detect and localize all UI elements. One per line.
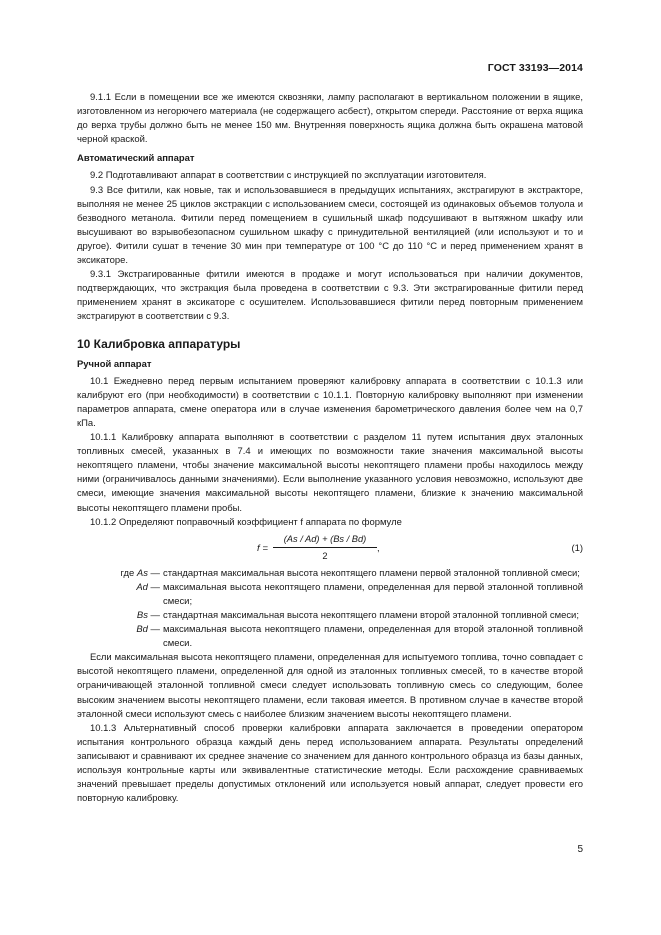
formula-denominator: 2 [322, 550, 328, 561]
definition-text: стандартная максимальная высота некоптящего пламени второй эталонной топливной смеси; [163, 610, 579, 621]
definition-dash: — [147, 624, 160, 636]
paragraph-9-2: 9.2 Подготавливают аппарат в соответствии с инструкцией по эксплуатации изготовителя. [90, 170, 487, 182]
definition-row [77, 567, 583, 581]
formula-number: (1) [571, 542, 583, 554]
section-heading-10: 10 Калибровка аппаратуры [77, 336, 241, 351]
formula-fraction [273, 532, 377, 563]
symbol-bd: Bd [136, 624, 148, 636]
definition-symbol [77, 567, 160, 581]
formula-comma: , [377, 542, 380, 554]
definition-symbol [77, 623, 160, 651]
definition-dash: — [147, 567, 160, 579]
definition-row [77, 609, 583, 623]
paragraph-10-1-1: 10.1.1 Калибровку аппарата выполняют в соответствии с разделом 11 путем испытания двух эталонных топливных смесей, указанных в 7.4 и имеющих по возможности такие значения максимальной высоты некоптящего пламени, чтобы значение максимальной высоты некоптящего пламени пробы находилось между ними (ограничивалось данными значениями). Если выполнение указанного условия невозможно, используют две смеси, имеющие значения максимальной высоты некоптящего пламени, близкие к значению максимальной высоты некоптящего пламени пробы. [77, 432, 583, 514]
paragraph-10-1-3: 10.1.3 Альтернативный способ проверки калибровки аппарата заключается в проведении оператором испытания контрольного образца каждый день перед использованием аппарата. Результаты определений записывают и сравнивают их среднее значение со значением для данного контрольного образца из базы данных, используя контрольные карты или эквивалентные статистические методы. Если расхождение сравниваемых значений превышает пределы допустимых отклонений или используется новый аппарат, следует провести его повторную калибровку. [77, 722, 583, 805]
paragraph-flame-height-note: Если максимальная высота некоптящего пламени, определенная для испытуемого топлива, точно совпадает с высотой некоптящего пламени, определенной для одной из эталонных топливных смесей, то в качестве второй ограничивающей эталонной топливной смеси следует использовать топливную смесь со следующим, более высоким значением высоты некоптящего пламени, если таковая имеется. В противном случае в качестве второй эталонной смеси используют смесь с наиболее близким значением высоты некоптящего пламени. [77, 652, 583, 720]
symbol-as: As [136, 567, 148, 579]
formula-lhs: f = [257, 542, 268, 554]
formula-1 [77, 531, 583, 565]
document-code-header: ГОСТ 33193—2014 [487, 62, 583, 74]
page-body [77, 91, 583, 806]
where-label: где [120, 567, 135, 579]
symbol-bs: Bs [136, 610, 148, 621]
paragraph-9-1-1: 9.1.1 Если в помещении все же имеются сквозняки, лампу располагают в вертикальном положении в ящике, изготовленном из негорючего материала (не содержащего асбест), открытом спереди. Расстояние от верха ящика до верха трубы должно быть не менее 150 мм. Внутренняя поверхность ящика должна быть окрашена матовой черной краской. [77, 92, 583, 146]
paragraph-9-3-1: 9.3.1 Экстрагированные фитили имеются в продаже и могут использоваться при наличии документов, подтверждающих, что экстракция была проведена в соответствии с 9.3. Эти экстрагированные фитили перед применением хранят в эксикаторе с осушителем. Использовавшиеся фитили перед повторным применением экстрагируют в соответствии с 9.3. [77, 269, 583, 323]
definition-symbol [77, 581, 160, 609]
definition-text: максимальная высота некоптящего пламени, определенная для первой эталонной топливной смеси; [163, 581, 583, 607]
page-number: 5 [577, 844, 583, 855]
symbol-ad: Ad [136, 581, 148, 593]
definition-symbol [77, 609, 160, 623]
subheading-manual-apparatus: Ручной аппарат [77, 358, 152, 370]
definition-dash: — [147, 610, 160, 621]
definition-text: максимальная высота некоптящего пламени, определенная для второй эталонной топливной смеси. [163, 624, 583, 650]
symbol-definitions [77, 567, 583, 652]
formula-numerator: (As / Ad) + (Bs / Bd) [273, 532, 377, 548]
definition-dash: — [147, 581, 160, 593]
paragraph-9-3: 9.3 Все фитили, как новые, так и использовавшиеся в предыдущих испытаниях, экстрагируют в экстракторе, выполняя не менее 25 циклов экстракции с использованием смеси, состоящей из одинаковых объемов толуола и безводного метанола. Фитили перед помещением в сушильный шкаф подсушивают в вытяжном шкафу или высушивают во взрывобезопасном сушильном шкафу с принудительной вентиляцией (или используют и то и другое). Фитили сушат в течение 30 мин при температуре от 100 °C до 110 °C и перед применением хранят в эксикаторе. [77, 184, 583, 267]
definition-row [77, 623, 583, 651]
paragraph-10-1-2: 10.1.2 Определяют поправочный коэффициент f аппарата по формуле [90, 516, 402, 528]
definition-text: стандартная максимальная высота некоптящего пламени первой эталонной топливной смеси; [163, 567, 580, 579]
paragraph-10-1: 10.1 Ежедневно перед первым испытанием проверяют калибровку аппарата в соответствии с 10.1.3 или калибруют его (при необходимости) в соответствии с 10.1.1. Повторную калибровку выполняют при изменении параметров аппарата, смене оператора или в случае изменения барометрического давления более чем на 0,7 кПа. [77, 375, 583, 429]
definition-row [77, 581, 583, 609]
subheading-automatic-apparatus: Автоматический аппарат [77, 153, 195, 165]
